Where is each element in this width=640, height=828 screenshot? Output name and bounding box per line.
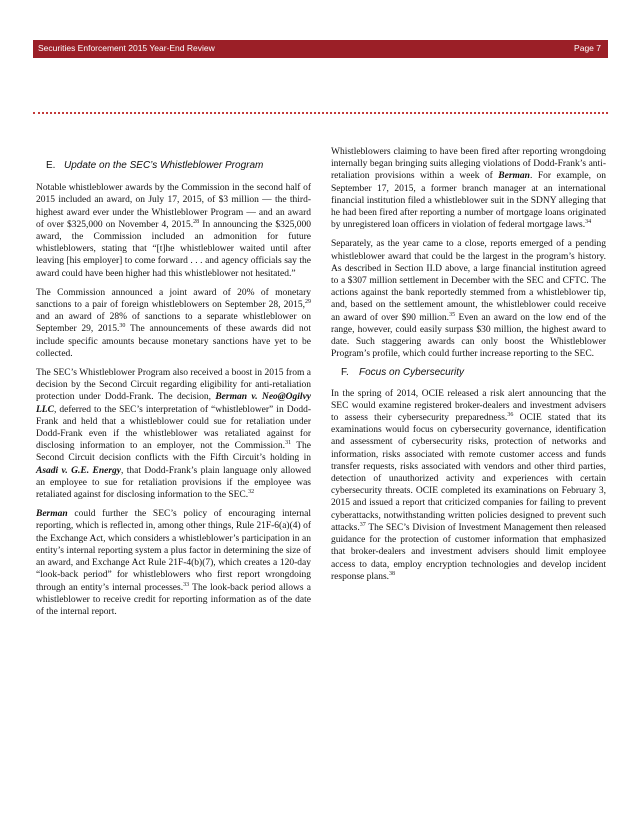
section-heading-f xyxy=(341,367,606,379)
text-run: In the spring of 2014, OCIE released a risk alert announcing that the SEC would examine registered broker-dealers and investment advisers to assess their cybersecurity preparedness. xyxy=(331,388,606,424)
case-name: Asadi v. G.E. Energy xyxy=(36,465,122,476)
page-header-bar xyxy=(33,40,608,58)
document-title: Securities Enforcement 2015 Year-End Review xyxy=(38,43,215,53)
section-heading-e xyxy=(46,160,311,172)
footnote-ref[interactable]: 32 xyxy=(248,488,255,495)
case-name: Berman v. Neo@Ogilvy LLC xyxy=(36,392,312,415)
paragraph xyxy=(36,182,311,280)
text-run: The SEC’s Division of Investment Management then released guidance for the protection of customer information that emphasized that broker-dealers and investment advisers should limit employee access to data, employ encryption technologies and develop incident response plans. xyxy=(331,522,606,582)
paragraph xyxy=(331,146,606,231)
section-title: Focus on Cybersecurity xyxy=(359,367,465,379)
footnote-ref[interactable]: 38 xyxy=(389,570,396,577)
section-title: Update on the SEC’s Whistleblower Program xyxy=(64,160,264,171)
footnote-ref[interactable]: 28 xyxy=(193,218,200,225)
footnote-ref[interactable]: 36 xyxy=(507,411,514,418)
case-name: Berman xyxy=(498,171,530,182)
footnote-ref[interactable]: 31 xyxy=(285,440,292,447)
footnote-ref[interactable]: 29 xyxy=(305,298,311,305)
paragraph xyxy=(331,388,606,583)
section-letter: E. xyxy=(46,160,56,171)
text-run: The Second Circuit decision conflicts with the Fifth Circuit’s holding in xyxy=(36,441,311,464)
paragraph xyxy=(36,508,311,618)
text-run: The announcements of these awards did not include specific amounts because monetary sanctions have yet to be collected. xyxy=(36,324,311,359)
paragraph xyxy=(36,287,311,360)
text-run: The SEC’s Whistleblower Program also received a boost in 2015 from a decision by the Second Circuit regarding eligibility for anti-retaliation protection under Dodd-Frank. The decision, xyxy=(36,368,311,403)
text-run: Even an award on the low end of the range, however, could easily surpass $30 million, the highest award to date. Such staggering awards can only boost the Whistleblower Program’s profile, which could further increase reporting to the SEC. xyxy=(331,312,606,360)
case-name: Berman xyxy=(36,509,68,520)
footnote-ref[interactable]: 30 xyxy=(119,323,126,330)
text-run: , that Dodd-Frank’s plain language only allowed an employee to sue for retaliation provisions if the employee was retaliated against for disclosing information to the SEC. xyxy=(36,465,311,501)
text-run: Separately, as the year came to a close, reports emerged of a pending whistleblower award that could be the largest in the program’s history. As described in Section II.D above, a large financial institution agreed to a $307 million settlement in December with the SEC and CFTC. The actions against the bank reportedly stemmed from a whistleblower tip, and, based on the settlement amount, the whistleblower could receive an award of over $90 million. xyxy=(331,239,606,323)
footnote-ref[interactable]: 34 xyxy=(585,219,592,226)
page-number: Page 7 xyxy=(574,43,601,53)
left-column xyxy=(36,148,311,625)
text-run: and an award of 28% of sanctions to a separate whistleblower on September 29, 2015. xyxy=(36,312,311,335)
text-run: could further the SEC’s policy of encouraging internal reporting, which is reflected in, among other things, Rule 21F-6(a)(4) of the Exchange Act, which considers a whistleblower’s participation in an entity’s internal reporting system a plus factor in determining the size of an award, and Exchange Act Rule 21F-4(b)(7), which creates a 120-day “look-back period” for whistleblowers who first report wrongdoing through an entity’s internal processes. xyxy=(36,509,311,593)
right-column xyxy=(331,146,606,590)
paragraph xyxy=(331,238,606,360)
paragraph xyxy=(36,367,311,501)
text-run: OCIE stated that its examinations would focus on cybersecurity governance, identification and assessment of cybersecurity risks, protection of networks and information, risks associated with remote customer access and funds transfer requests, risks associated with vendors and other third parties, detection of unauthorized activity and experiences with certain cybersecurity threats. OCIE completed its examinations on February 3, 2015 and issued a report that criticized companies for failing to prevent cyberattacks, notwithstanding written policies designed to prevent such attacks. xyxy=(331,413,607,533)
dotted-divider xyxy=(33,112,608,114)
text-run: Whistleblowers claiming to have been fired after reporting wrongdoing internally began bringing suits alleging violations of Dodd-Frank’s anti-retaliation provisions within a week of xyxy=(331,147,606,182)
text-run: The Commission announced a joint award of 20% of monetary sanctions to a pair of foreign whistleblowers on September 28, 2015, xyxy=(36,287,311,311)
footnote-ref[interactable]: 37 xyxy=(359,521,366,528)
section-letter: F. xyxy=(341,367,349,379)
footnote-ref[interactable]: 33 xyxy=(183,581,190,588)
text-run: . For example, on September 17, 2015, a former branch manager at an international financial institution filed a whistleblower suit in the SDNY alleging that he had been fired after reporting a number of mortgage loans originated by unregistered loan officers in violation of federal mortgage laws. xyxy=(331,171,606,231)
text-run: , deferred to the SEC’s interpretation of “whistleblower” in Dodd-Frank and held that a whistleblower could sue for retaliation under Dodd-Frank even if the whistleblower was retaliated against for disclosing information to an employer, not the Commission. xyxy=(36,404,311,452)
text-run: The look-back period allows a whistleblower to receive credit for reporting information as of the date of the internal report. xyxy=(36,582,311,617)
text-run: Notable whistleblower awards by the Commission in the second half of 2015 included an award, on July 17, 2015, of $3 million — the third-highest award ever under the Whistleblower Program — and an award of over $325,000 on November 4, 2015. xyxy=(36,183,311,230)
footnote-ref[interactable]: 35 xyxy=(449,311,456,318)
text-run: In announcing the $325,000 award, the Commission included an admonition for future whistleblowers, stating that “[t]he whistleblower waited until after leaving [his employer] to come forward . . . and agency officials say the award could have been higher had this whistleblower not hesitated.” xyxy=(36,219,311,279)
